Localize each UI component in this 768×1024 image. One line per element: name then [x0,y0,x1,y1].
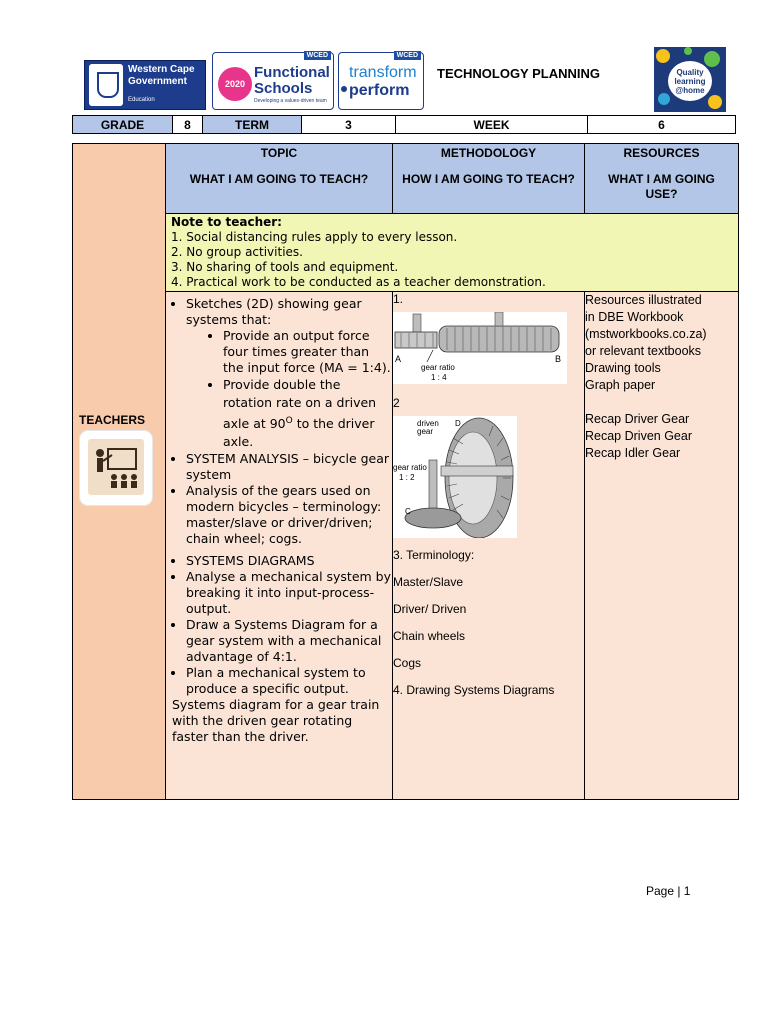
teachers-label: TEACHERS [79,413,146,427]
wc-logo-line3: Education [128,97,155,103]
resource-line: or relevant textbooks [585,344,702,358]
term-label: TERM [203,116,302,134]
page-title: TECHNOLOGY PLANNING [437,66,600,81]
gear-ratio-value-1: 1 : 4 [431,373,447,382]
terminology-heading: 3. Terminology: [393,548,475,562]
western-cape-logo [84,60,206,110]
term-item: Cogs [393,656,422,670]
teacher-classroom-icon [80,431,152,505]
fs-title-1: Functional [254,64,330,81]
topic-sub-item: • Provide double the rotation rate on a driven axle at $90^O$ to the driver axle. [223,376,392,451]
recap-line: Recap Driver Gear [585,412,690,426]
year-2020-text: 2020 [224,79,246,89]
resources-content [585,292,739,800]
gear-ratio-label-2: gear ratio [393,463,427,472]
topic-content [166,292,393,800]
term-item: Master/Slave [393,575,464,589]
topic-header [166,144,393,214]
term-item: Chain wheels [393,629,466,643]
gear-ratio-label-1: gear ratio [421,363,455,372]
quality-learning-logo [654,47,726,112]
topic-item: • SYSTEMS DIAGRAMS [186,553,392,569]
topic-item: • SYSTEM ANALYSIS – bicycle gear system [186,451,392,483]
resource-line: in DBE Workbook [585,310,684,324]
drawing-systems-item: 4. Drawing Systems Diagrams [393,683,555,697]
gear-label-2: gear [417,427,434,436]
gear-a-label: A [395,354,402,364]
bevel-gear-diagram [393,416,517,538]
resources-header [585,144,739,214]
topic-item: • Analyse a mechanical system by breaking it into input-process-output. [186,569,392,617]
coat-of-arms-icon [89,64,123,106]
grade-value: 8 [173,116,203,134]
fs-subtitle: Developing a values-driven team [254,98,327,104]
wc-logo-line2: Government [128,76,187,87]
note-line: 3. No sharing of tools and equipment. [171,260,399,274]
gear-d-label: D [455,419,461,428]
spur-gear-diagram [393,312,567,384]
functional-schools-logo [212,52,334,110]
method-number-1: 1. [393,292,404,306]
methodology-content [393,292,585,800]
recap-line: Recap Driven Gear [585,429,692,443]
term-item: Driver/ Driven [393,602,467,616]
ql-line3: @home [675,85,705,95]
topic-title: TOPIC [260,146,298,160]
note-heading: Note to teacher: [171,215,282,229]
grade-term-week-table [72,115,736,134]
driven-label: driven [417,419,439,428]
week-label: WEEK [396,116,588,134]
methodology-subtitle: HOW I AM GOING TO TEACH? [402,172,575,186]
page-number: Page | 1 [646,884,691,898]
tp-line1: transform [349,64,417,81]
ql-line2: learning [674,76,706,86]
topic-sub-item: • Provide an output force four times greater than the input force (MA = 1:4). [223,328,392,376]
grade-label: GRADE [73,116,173,134]
topic-item: • Plan a mechanical system to produce a specific output. [186,665,392,697]
degree-symbol: O [285,416,293,426]
topic-item: • Sketches (2D) showing gear systems that: • Provide an output force four times greater than the input force (MA = 1:4). • Provide double the rotation rate on a driven axle at $90^O$ to the driver axle. [186,296,392,451]
planning-table [72,143,739,800]
topic-subtitle: WHAT I AM GOING TO TEACH? [189,172,369,186]
methodology-title: METHODOLOGY [440,146,537,160]
tp-line2: perform [349,82,410,99]
note-line: 2. No group activities. [171,245,303,259]
topic-tail: Systems diagram for a gear train with the driven gear rotating faster than the driver. [172,697,380,745]
ql-line1: Quality [676,67,704,77]
note-to-teacher [166,214,739,292]
wced-tag-2: WCED [394,51,421,60]
resources-subtitle: WHAT I AM GOING USE? [608,172,715,201]
resource-line: Drawing tools [585,361,661,375]
tp-connector-dot [341,86,347,92]
gear-ratio-value-2: 1 : 2 [399,473,415,482]
transform-perform-logo [338,52,424,110]
recap-line: Recap Idler Gear [585,446,681,460]
topic-item: • Analysis of the gears used on modern bicycles – terminology: master/slave or driver/driven; chain wheel; cogs. [186,483,392,547]
resources-title: RESOURCES [623,146,700,160]
topic-item: • Draw a Systems Diagram for a gear system with a mechanical advantage of 4:1. [186,617,392,665]
method-number-2: 2 [393,396,400,410]
note-line: 4. Practical work to be conducted as a teacher demonstration. [171,275,546,289]
term-value: 3 [302,116,396,134]
gear-b-label: B [555,354,562,364]
week-value: 6 [588,116,736,134]
methodology-header [393,144,585,214]
fs-title-2: Schools [254,80,313,97]
resource-line: Resources illustrated [585,293,702,307]
resource-line: Graph paper [585,378,656,392]
wc-logo-line1: Western Cape [128,64,195,75]
wced-tag: WCED [304,51,331,60]
year-2020-badge [218,67,252,101]
note-line: 1. Social distancing rules apply to every lesson. [171,230,458,244]
gear-c-label: C [405,507,411,516]
resource-line: (mstworkbooks.co.za) [585,327,707,341]
